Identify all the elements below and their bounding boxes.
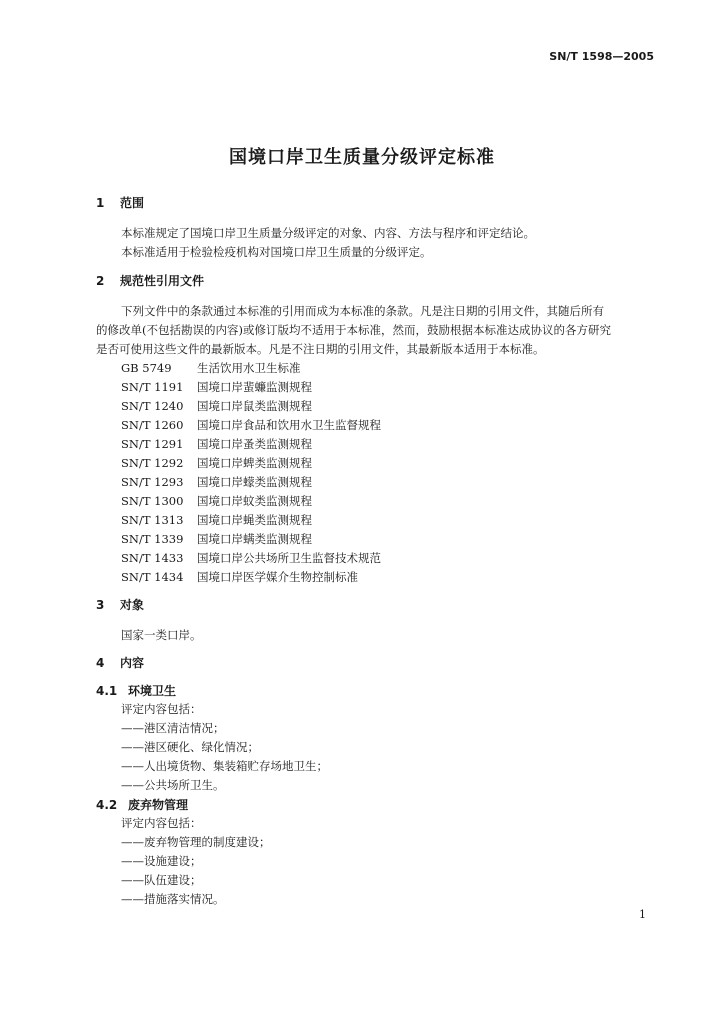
section-number: 3	[96, 598, 105, 612]
reference-title: 国境口岸公共场所卫生监督技术规范	[197, 551, 381, 565]
reference-title: 国境口岸鼠类监测规程	[197, 399, 312, 413]
section-number: 4.2	[96, 798, 118, 812]
subsection-4-1-heading	[96, 682, 176, 700]
reference-title: 国境口岸蚤类监测规程	[197, 437, 312, 451]
reference-code: SN/T 1433	[121, 551, 184, 565]
reference-title: 国境口岸蠓类监测规程	[197, 475, 312, 489]
subsection-4-2-heading	[96, 796, 188, 814]
reference-item	[121, 359, 301, 378]
paragraph: 评定内容包括：	[121, 702, 202, 716]
reference-code: SN/T 1339	[121, 532, 184, 546]
section-title: 规范性引用文件	[120, 274, 205, 288]
document-title: 国境口岸卫生质量分级评定标准	[229, 147, 495, 168]
reference-item	[121, 473, 312, 492]
reference-code: SN/T 1240	[121, 399, 184, 413]
paragraph: 本标准规定了国境口岸卫生质量分级评定的对象、内容、方法与程序和评定结论。	[121, 226, 535, 240]
paragraph-line: 下列文件中的条款通过本标准的引用而成为本标准的条款。凡是注日期的引用文件，其随后所有	[121, 304, 604, 318]
reference-title: 国境口岸医学媒介生物控制标准	[197, 570, 358, 584]
reference-title: 国境口岸螨类监测规程	[197, 532, 312, 546]
section-number: 2	[96, 274, 105, 288]
reference-item	[121, 568, 358, 587]
section-title: 废弃物管理	[128, 798, 189, 812]
reference-item	[121, 378, 312, 397]
paragraph-line: 的修改单(不包括勘误的内容)或修订版均不适用于本标准，然而，鼓励根据本标准达成协议的各方研究	[96, 323, 611, 337]
section-title: 对象	[120, 598, 145, 612]
list-item: ——措施落实情况。	[121, 892, 225, 906]
list-item: ——队伍建设；	[121, 873, 202, 887]
reference-code: SN/T 1434	[121, 570, 184, 584]
section-number: 4.1	[96, 684, 118, 698]
section-number: 4	[96, 656, 105, 670]
section-number: 1	[96, 196, 105, 210]
reference-code: SN/T 1191	[121, 380, 184, 394]
reference-item	[121, 416, 381, 435]
paragraph: 评定内容包括：	[121, 816, 202, 830]
reference-code: SN/T 1291	[121, 437, 184, 451]
page-number: 1	[639, 908, 646, 921]
reference-title: 国境口岸蜱类监测规程	[197, 456, 312, 470]
paragraph-line: 是否可使用这些文件的最新版本。凡是不注日期的引用文件，其最新版本适用于本标准。	[96, 342, 545, 356]
section-3-heading	[96, 596, 144, 614]
list-item: ——公共场所卫生。	[121, 778, 225, 792]
list-item: ——人出境货物、集装箱贮存场地卫生；	[121, 759, 328, 773]
standard-code: SN/T 1598—2005	[549, 50, 654, 63]
reference-code: GB 5749	[121, 361, 172, 375]
reference-title: 国境口岸蚊类监测规程	[197, 494, 312, 508]
reference-item	[121, 530, 312, 549]
reference-item	[121, 511, 312, 530]
section-1-heading	[96, 194, 144, 212]
reference-title: 国境口岸食品和饮用水卫生监督规程	[197, 418, 381, 432]
list-item: ——废弃物管理的制度建设；	[121, 835, 271, 849]
reference-code: SN/T 1300	[121, 494, 184, 508]
reference-title: 国境口岸蝇类监测规程	[197, 513, 312, 527]
reference-code: SN/T 1293	[121, 475, 184, 489]
paragraph: 国家一类口岸。	[121, 628, 202, 642]
reference-code: SN/T 1260	[121, 418, 184, 432]
list-item: ——设施建设；	[121, 854, 202, 868]
reference-item	[121, 454, 312, 473]
reference-title: 国境口岸蜚蠊监测规程	[197, 380, 312, 394]
list-item: ——港区清洁情况；	[121, 721, 225, 735]
section-4-heading	[96, 654, 144, 672]
reference-code: SN/T 1292	[121, 456, 184, 470]
reference-item	[121, 549, 381, 568]
reference-code: SN/T 1313	[121, 513, 184, 527]
reference-item	[121, 397, 312, 416]
reference-title: 生活饮用水卫生标准	[197, 361, 301, 375]
reference-item	[121, 492, 312, 511]
section-title: 环境卫生	[128, 684, 177, 698]
list-item: ——港区硬化、绿化情况；	[121, 740, 259, 754]
reference-item	[121, 435, 312, 454]
section-title: 内容	[120, 656, 145, 670]
section-title: 范围	[120, 196, 145, 210]
section-2-heading	[96, 272, 204, 290]
paragraph: 本标准适用于检验检疫机构对国境口岸卫生质量的分级评定。	[121, 245, 432, 259]
